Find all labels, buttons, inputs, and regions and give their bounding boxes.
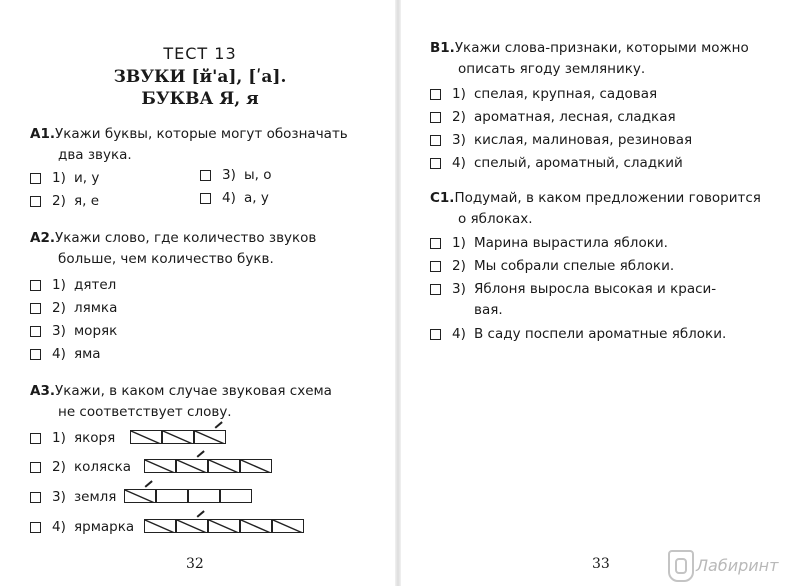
c1-option-3-continuation: вая. [474, 302, 503, 318]
a2-option-1-checkbox[interactable] [30, 280, 41, 291]
question-b1-line1: В1.Укажи слова-признаки, которыми можно [430, 40, 749, 56]
stress-mark [215, 421, 223, 428]
scheme-cell [220, 489, 252, 503]
scheme-cell [176, 459, 208, 473]
scheme-cell [144, 519, 176, 533]
c1-option-3-checkbox[interactable] [430, 284, 441, 295]
scheme-cell [194, 430, 226, 444]
scheme-cell [176, 519, 208, 533]
a3-option-4-checkbox[interactable] [30, 522, 41, 533]
a2-option-1: 1) дятел [52, 277, 117, 293]
scheme-cell [130, 430, 162, 444]
b1-option-3: 3) кислая, малиновая, резиновая [452, 132, 693, 148]
question-b1-line2: описать ягоду землянику. [458, 61, 646, 77]
question-a3-line1: А3.Укажи, в каком случае звуковая схема [30, 383, 332, 399]
b1-option-3-checkbox[interactable] [430, 135, 441, 146]
right-page [400, 0, 800, 586]
left-page [0, 0, 395, 586]
test-title: ТЕСТ 13 [163, 44, 237, 63]
c1-option-1-checkbox[interactable] [430, 238, 441, 249]
question-b1-label: В1. [430, 40, 455, 56]
a2-option-4-checkbox[interactable] [30, 349, 41, 360]
question-a2-label: А2. [30, 230, 55, 246]
b1-option-1-checkbox[interactable] [430, 89, 441, 100]
a1-option-3: 3) ы, о [222, 167, 272, 183]
scheme-cell [144, 459, 176, 473]
a3-option-1-checkbox[interactable] [30, 433, 41, 444]
a3-option-2-checkbox[interactable] [30, 462, 41, 473]
a1-option-2-checkbox[interactable] [30, 196, 41, 207]
scheme-cell [156, 489, 188, 503]
a2-option-2: 2) лямка [52, 300, 118, 316]
test-subtitle-sounds: ЗВУКИ [й'а], [ʹа]. [113, 67, 287, 87]
a3-option-2: 2) коляска [52, 459, 132, 475]
scheme-cell [240, 459, 272, 473]
a3-option-3-checkbox[interactable] [30, 492, 41, 503]
publisher-logo-text: Лабиринт [696, 556, 779, 575]
a2-option-3: 3) моряк [52, 323, 118, 339]
page-number-right: 33 [592, 556, 610, 572]
a3-option-4: 4) ярмарка [52, 519, 135, 535]
stress-mark [145, 480, 153, 487]
question-a2-line2: больше, чем количество букв. [58, 251, 274, 267]
b1-option-4-checkbox[interactable] [430, 158, 441, 169]
question-a3-label: А3. [30, 383, 55, 399]
scheme-cell [240, 519, 272, 533]
question-c1-line2: о яблоках. [458, 211, 533, 227]
a2-option-2-checkbox[interactable] [30, 303, 41, 314]
publisher-logo [668, 548, 788, 580]
scheme-cell [188, 489, 220, 503]
stress-mark [197, 450, 205, 457]
c1-option-2-checkbox[interactable] [430, 261, 441, 272]
page-number-left: 32 [186, 556, 204, 572]
question-a1-label: А1. [30, 126, 55, 142]
scheme-cell [124, 489, 156, 503]
scheme-cell [208, 519, 240, 533]
b1-option-4: 4) спелый, ароматный, сладкий [452, 155, 683, 171]
stress-mark [197, 510, 205, 517]
question-a1-line1: А1.Укажи буквы, которые могут обозначать [30, 126, 348, 142]
a2-option-4: 4) яма [52, 346, 101, 362]
question-a1-line2: два звука. [58, 147, 132, 163]
scheme-cell [272, 519, 304, 533]
a1-option-3-checkbox[interactable] [200, 170, 211, 181]
c1-option-4: 4) В саду поспели ароматные яблоки. [452, 326, 727, 342]
question-c1-line1: С1.Подумай, в каком предложении говорится [430, 190, 761, 206]
question-a2-line1: А2.Укажи слово, где количество звуков [30, 230, 317, 246]
c1-option-3: 3) Яблоня выросла высокая и краси- [452, 281, 717, 297]
b1-option-1: 1) спелая, крупная, садовая [452, 86, 658, 102]
a1-option-1-checkbox[interactable] [30, 173, 41, 184]
question-a3-line2: не соответствует слову. [58, 404, 232, 420]
a3-option-3: 3) земля [52, 489, 117, 505]
scheme-cell [208, 459, 240, 473]
a1-option-1: 1) и, у [52, 170, 100, 186]
question-c1-label: С1. [430, 190, 455, 206]
scheme-cell [162, 430, 194, 444]
c1-option-4-checkbox[interactable] [430, 329, 441, 340]
c1-option-1: 1) Марина вырастила яблоки. [452, 235, 668, 251]
b1-option-2-checkbox[interactable] [430, 112, 441, 123]
a2-option-3-checkbox[interactable] [30, 326, 41, 337]
a1-option-4-checkbox[interactable] [200, 193, 211, 204]
c1-option-2: 2) Мы собрали спелые яблоки. [452, 258, 675, 274]
labyrinth-logo-icon [668, 550, 694, 582]
a1-option-4: 4) а, у [222, 190, 269, 206]
a1-option-2: 2) я, е [52, 193, 100, 209]
a3-option-1: 1) якоря [52, 430, 116, 446]
b1-option-2: 2) ароматная, лесная, сладкая [452, 109, 676, 125]
test-subtitle-letter: БУКВА Я, я [141, 89, 259, 109]
